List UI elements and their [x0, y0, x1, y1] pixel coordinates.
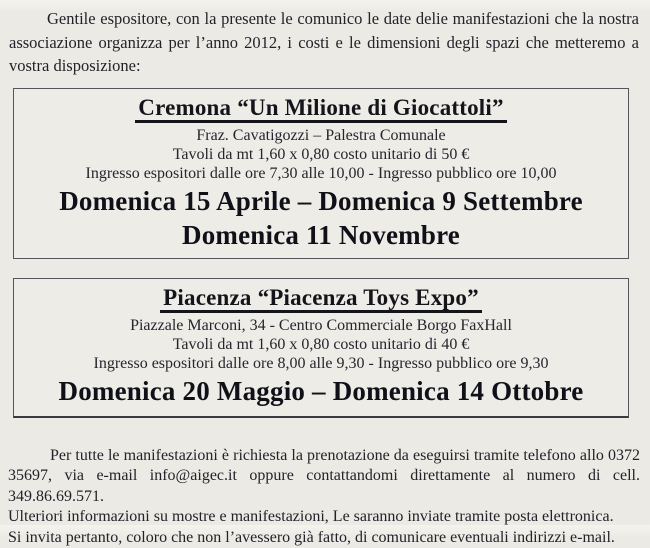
event-dates-cremona-line1: Domenica 15 Aprile – Domenica 9 Settembre: [18, 185, 624, 217]
event-title-cremona-text: Cremona “Un Milione di Giocattoli”: [135, 95, 506, 123]
event-dates-piacenza-line1: Domenica 20 Maggio – Domenica 14 Ottobre: [18, 375, 624, 407]
booking-paragraph: Per tutte le manifestazioni è richiesta la prenotazione da eseguirsi tramite telefono allo 0372 35697, via e-mail info@aigec.it oppure contattandomi direttamente al numero di cell. 349.86.69.571.: [0, 446, 650, 508]
event-title-cremona: [18, 94, 624, 123]
event-tables-piacenza: Tavoli da mt 1,60 x 0,80 costo unitario di 40 €: [18, 335, 624, 354]
invite-line: Si invita pertanto, coloro che non l’avessero già fatto, di comunicare eventuali indirizzi e-mail.: [0, 528, 650, 548]
event-tables-cremona: Tavoli da mt 1,60 x 0,80 costo unitario di 50 €: [18, 145, 624, 164]
event-title-piacenza: [18, 284, 624, 313]
event-dates-cremona-line2: Domenica 11 Novembre: [18, 219, 624, 251]
info-line: Ulteriori informazioni su mostre e manifestazioni, Le saranno inviate tramite posta elettronica.: [0, 507, 650, 528]
intro-paragraph: Gentile espositore, con la presente le comunico le date delie manifestazioni che la nostra associazione organizza per l’anno 2012, i costi e le dimensioni degli spazi che metteremo a vostra disposizione:: [0, 0, 650, 78]
closing-section: [0, 446, 650, 548]
event-box-piacenza: [13, 278, 629, 418]
event-box-cremona: [13, 88, 629, 259]
event-entry-times-piacenza: Ingresso espositori dalle ore 8,00 alle 9,30 - Ingresso pubblico ore 9,30: [18, 354, 624, 373]
event-title-piacenza-text: Piacenza “Piacenza Toys Expo”: [160, 285, 482, 313]
event-venue-cremona: Fraz. Cavatigozzi – Palestra Comunale: [18, 126, 624, 145]
event-entry-times-cremona: Ingresso espositori dalle ore 7,30 alle 10,00 - Ingresso pubblico ore 10,00: [18, 164, 624, 183]
event-venue-piacenza: Piazzale Marconi, 34 - Centro Commerciale Borgo FaxHall: [18, 316, 624, 335]
